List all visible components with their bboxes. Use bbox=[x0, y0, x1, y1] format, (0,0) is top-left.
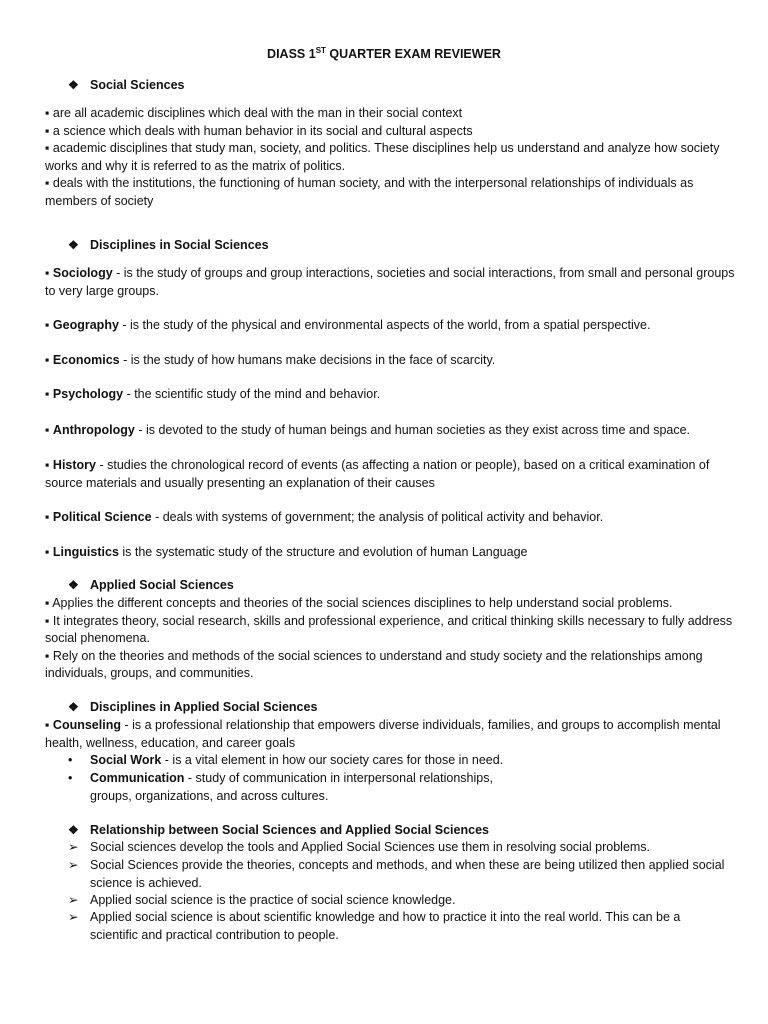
relationship-point bbox=[68, 857, 728, 892]
diamond-bullet-icon: ❖ bbox=[68, 823, 79, 837]
discipline-term: Economics bbox=[52, 353, 120, 367]
dot-bullet-icon: • bbox=[68, 753, 73, 767]
discipline-item-economics bbox=[45, 352, 735, 370]
discipline-definition: - study of communication in interpersonal relationships, bbox=[184, 771, 493, 785]
title-rest: QUARTER EXAM REVIEWER bbox=[325, 47, 501, 62]
heading-text: Disciplines in Applied Social Sciences bbox=[90, 700, 318, 714]
applied-social-sciences-definitions bbox=[45, 595, 735, 683]
discipline-definition: - is devoted to the study of human beings and human societies as they exist across time and space. bbox=[134, 423, 691, 437]
square-bullet-icon: ▪ bbox=[45, 545, 50, 559]
diamond-bullet-icon: ❖ bbox=[68, 78, 79, 92]
discipline-definition: - is the study of how humans make decisions in the face of scarcity. bbox=[119, 353, 496, 367]
discipline-term: Communication bbox=[90, 771, 185, 785]
discipline-item-history bbox=[45, 457, 735, 492]
discipline-definition: - is a professional relationship that empowers diverse individuals, families, and groups to accomplish mental health, wellness, education, and career goals bbox=[45, 718, 721, 750]
heading-text: Disciplines in Social Sciences bbox=[90, 238, 269, 252]
definition-line: ▪ Applies the different concepts and theories of the social sciences disciplines to help understand social problems. bbox=[45, 596, 673, 610]
discipline-item-sociology bbox=[45, 265, 735, 300]
discipline-term: Political Science bbox=[52, 510, 152, 524]
discipline-item-political-science bbox=[45, 509, 735, 527]
discipline-term: History bbox=[52, 458, 96, 472]
discipline-definition: - studies the chronological record of events (as affecting a nation or people), based on a critical examination of source materials and usually presenting an explanation of their causes bbox=[45, 458, 710, 490]
section-heading-relationship bbox=[68, 823, 489, 837]
square-bullet-icon: ▪ bbox=[45, 353, 50, 367]
applied-item-counseling bbox=[45, 717, 735, 752]
discipline-definition: is the systematic study of the structure and evolution of human Language bbox=[118, 545, 528, 559]
relationship-text: Social Sciences provide the theories, concepts and methods, and when these are being utilized then applied social science is achieved. bbox=[90, 858, 725, 890]
arrow-bullet-icon: ➢ bbox=[68, 840, 79, 854]
heading-text: Relationship between Social Sciences and Applied Social Sciences bbox=[90, 823, 489, 837]
discipline-definition: - the scientific study of the mind and behavior. bbox=[123, 387, 381, 401]
square-bullet-icon: ▪ bbox=[45, 387, 50, 401]
arrow-bullet-icon: ➢ bbox=[68, 910, 79, 924]
title-superscript: ST bbox=[315, 46, 326, 55]
arrow-bullet-icon: ➢ bbox=[68, 893, 79, 907]
bullet-text bbox=[90, 770, 728, 805]
relationship-point bbox=[68, 909, 728, 944]
section-heading-disciplines-social-sciences bbox=[68, 238, 269, 252]
square-bullet-icon: ▪ bbox=[45, 718, 50, 732]
heading-text: Applied Social Sciences bbox=[90, 578, 234, 592]
square-bullet-icon: ▪ bbox=[45, 510, 50, 524]
square-bullet-icon: ▪ bbox=[45, 266, 50, 280]
definition-line: ▪ Rely on the theories and methods of the social sciences to understand and study society and the relationships among individuals, groups, and communities. bbox=[45, 648, 703, 680]
diamond-bullet-icon: ❖ bbox=[68, 700, 79, 714]
applied-item-communication bbox=[68, 770, 728, 805]
relationship-point bbox=[68, 839, 728, 857]
diamond-bullet-icon: ❖ bbox=[68, 238, 79, 252]
definition-line: ▪ It integrates theory, social research, skills and professional experience, and critical thinking skills necessary to fully address social phenomena. bbox=[45, 613, 733, 645]
title-main: DIASS 1 bbox=[267, 47, 316, 62]
relationship-point bbox=[68, 892, 728, 910]
discipline-term: Sociology bbox=[52, 266, 113, 280]
section-heading-social-sciences bbox=[68, 78, 185, 92]
relationship-text: Social sciences develop the tools and Applied Social Sciences use them in resolving social problems. bbox=[90, 840, 651, 854]
discipline-definition-continued: groups, organizations, and across cultures. bbox=[90, 788, 329, 803]
discipline-item-geography bbox=[45, 317, 735, 335]
square-bullet-icon: ▪ bbox=[45, 318, 50, 332]
arrow-bullet-icon: ➢ bbox=[68, 858, 79, 872]
discipline-item-linguistics bbox=[45, 544, 735, 562]
discipline-definition: - is the study of the physical and environmental aspects of the world, from a spatial perspective. bbox=[118, 318, 651, 332]
discipline-item-anthropology bbox=[45, 422, 735, 440]
discipline-term: Linguistics bbox=[52, 545, 119, 559]
discipline-term: Anthropology bbox=[52, 423, 135, 437]
discipline-item-psychology bbox=[45, 386, 735, 404]
dot-bullet-icon: • bbox=[68, 771, 73, 785]
social-sciences-definitions bbox=[45, 105, 735, 210]
discipline-term: Psychology bbox=[52, 387, 124, 401]
discipline-definition: - deals with systems of government; the analysis of political activity and behavior. bbox=[151, 510, 604, 524]
definition-line: ▪ academic disciplines that study man, society, and politics. These disciplines help us understand and analyze how society works and why it is referred to as the matrix of politics. bbox=[45, 141, 720, 173]
definition-line: ▪ are all academic disciplines which deal with the man in their social context bbox=[45, 106, 463, 120]
bullet-text bbox=[90, 752, 728, 770]
applied-item-social-work bbox=[68, 752, 728, 770]
definition-line: ▪ deals with the institutions, the functioning of human society, and with the interpersonal relationships of individuals as members of society bbox=[45, 176, 694, 208]
square-bullet-icon: ▪ bbox=[45, 423, 50, 437]
square-bullet-icon: ▪ bbox=[45, 458, 50, 472]
diamond-bullet-icon: ❖ bbox=[68, 578, 79, 592]
section-heading-applied-social-sciences bbox=[68, 578, 234, 592]
discipline-term: Social Work bbox=[90, 753, 162, 767]
definition-line: ▪ a science which deals with human behavior in its social and cultural aspects bbox=[45, 123, 473, 138]
page-title bbox=[0, 46, 768, 61]
heading-text: Social Sciences bbox=[90, 78, 185, 92]
relationship-text: Applied social science is about scientific knowledge and how to practice it into the real world. This can be a scientific and practical contribution to people. bbox=[90, 910, 681, 942]
relationship-text: Applied social science is the practice of social science knowledge. bbox=[90, 893, 456, 907]
discipline-term: Counseling bbox=[52, 718, 121, 732]
section-heading-disciplines-applied bbox=[68, 700, 317, 714]
discipline-term: Geography bbox=[52, 318, 119, 332]
discipline-definition: - is a vital element in how our society cares for those in need. bbox=[161, 753, 504, 767]
discipline-definition: - is the study of groups and group interactions, societies and social interactions, from small and personal groups to very large groups. bbox=[45, 266, 735, 298]
